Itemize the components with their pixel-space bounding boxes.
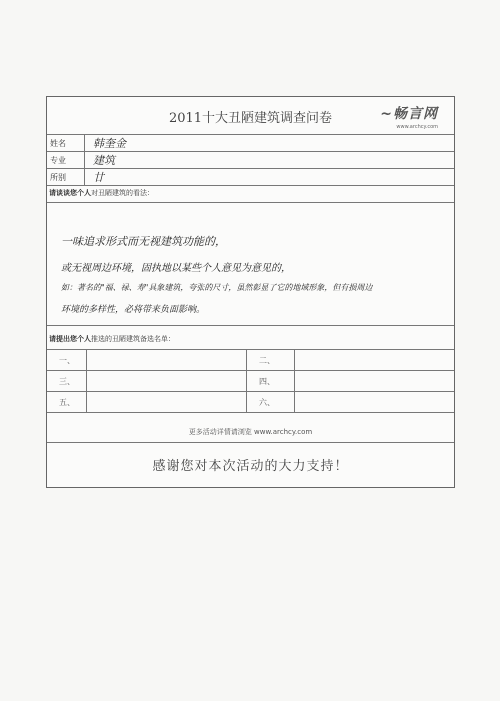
candidate-6-field[interactable] (295, 392, 456, 412)
form-header (47, 97, 454, 135)
candidate-2-label: 二、 (247, 350, 295, 370)
candidates-prompt-row (47, 326, 454, 350)
opinion-prompt-rest: 对丑陋建筑的看法： (91, 189, 154, 197)
opinion-prompt-bold: 请谈谈您个人 (49, 189, 91, 197)
candidate-row-2 (47, 371, 454, 392)
footer-note: 更多活动详情请浏览 www.archcy.com (188, 428, 313, 436)
candidate-3-field[interactable] (87, 371, 247, 391)
candidate-1-label: 一、 (47, 350, 87, 370)
opinion-prompt (49, 188, 154, 198)
candidate-5-field[interactable] (87, 392, 247, 412)
form-title: 2011十大丑陋建筑调查问卷 (168, 111, 333, 126)
thanks-text: 感谢您对本次活动的大力支持！ (152, 459, 349, 474)
footer-note-row (47, 413, 454, 443)
opinion-line-4: 环境的多样性，必将带来负面影响。 (61, 305, 206, 315)
major-value[interactable]: 建筑 (93, 154, 115, 167)
candidate-1-field[interactable] (87, 350, 247, 370)
opinion-line-1: 一味追求形式而无视建筑功能的， (61, 235, 226, 248)
candidate-4-field[interactable] (295, 371, 456, 391)
archcy-logo (364, 103, 438, 131)
department-row (47, 169, 454, 186)
survey-form (46, 96, 455, 488)
candidate-6-label: 六、 (247, 392, 295, 412)
opinion-line-3: 如：著名的"福、禄、寿"具象建筑，夸张的尺寸，虽然彰显了它的地域形象，但有损周边 (61, 283, 373, 292)
major-label: 专业 (47, 152, 85, 168)
candidate-row-3 (47, 392, 454, 413)
opinion-answer-area[interactable] (47, 203, 454, 326)
candidate-5-label: 五、 (47, 392, 87, 412)
name-value[interactable]: 韩奎金 (93, 137, 126, 150)
candidates-prompt-bold: 请提出您个人 (49, 335, 91, 343)
candidate-2-field[interactable] (295, 350, 456, 370)
logo-text: ~畅言网 (380, 106, 438, 122)
major-row (47, 152, 454, 169)
candidates-prompt-rest: 推选的丑陋建筑备选名单： (91, 335, 175, 343)
name-label: 姓名 (47, 135, 85, 151)
department-value[interactable]: 廿 (93, 171, 104, 184)
candidate-3-label: 三、 (47, 371, 87, 391)
candidate-row-1 (47, 350, 454, 371)
opinion-prompt-row (47, 186, 454, 203)
name-row (47, 135, 454, 152)
opinion-line-2: 或无视周边环境，固执地以某些个人意见为意见的， (61, 263, 291, 274)
candidate-4-label: 四、 (247, 371, 295, 391)
logo-url: www.archcy.com (396, 124, 438, 130)
thanks-row (47, 443, 454, 487)
department-label: 所别 (47, 169, 85, 185)
candidates-prompt (49, 334, 175, 344)
